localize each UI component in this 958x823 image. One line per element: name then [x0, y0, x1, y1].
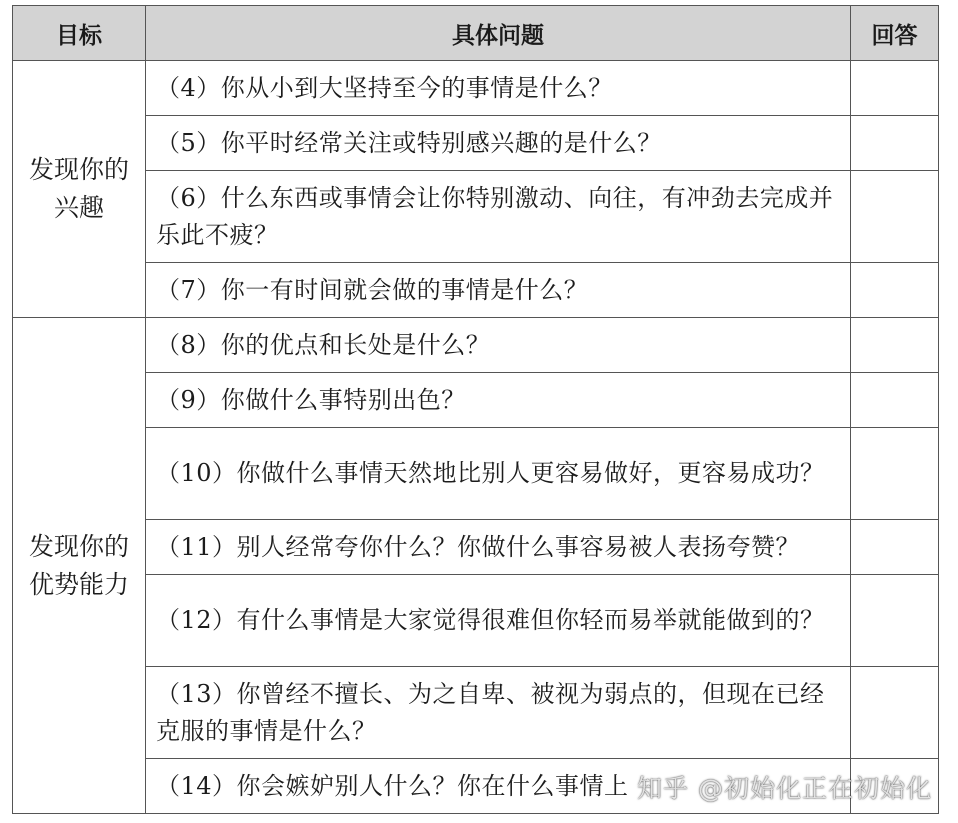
question-cell: （11）别人经常夸你什么？你做什么事容易被人表扬夸赞？	[146, 520, 851, 575]
goal-cell-interest	[13, 61, 146, 318]
answer-cell[interactable]	[851, 116, 939, 171]
goal-label-line1: 发现你的	[28, 155, 129, 184]
table-row	[13, 318, 939, 373]
question-cell: （13）你曾经不擅长、为之自卑、被视为弱点的，但现在已经克服的事情是什么？	[146, 667, 851, 759]
table-row	[13, 61, 939, 116]
header-answer: 回答	[851, 6, 939, 61]
answer-cell[interactable]	[851, 318, 939, 373]
answer-cell[interactable]	[851, 171, 939, 263]
answer-cell[interactable]	[851, 263, 939, 318]
goal-label-line1: 发现你的	[28, 531, 129, 561]
answer-cell[interactable]	[851, 61, 939, 116]
question-cell: （5）你平时经常关注或特别感兴趣的是什么？	[146, 116, 851, 171]
question-cell: （12）有什么事情是大家觉得很难但你轻而易举就能做到的？	[146, 575, 851, 667]
goal-label-line2: 优势能力	[28, 569, 129, 599]
table-row	[13, 759, 939, 814]
answer-cell[interactable]	[851, 575, 939, 667]
question-cell: （9）你做什么事特别出色？	[146, 373, 851, 428]
table-row	[13, 116, 939, 171]
question-cell: （7）你一有时间就会做的事情是什么？	[146, 263, 851, 318]
question-cell: （4）你从小到大坚持至今的事情是什么？	[146, 61, 851, 116]
table-row	[13, 373, 939, 428]
watermark: 知乎 @初始化正在初始化	[637, 774, 932, 803]
table-row	[13, 428, 939, 520]
question-table	[12, 5, 939, 814]
header-goal: 目标	[13, 6, 146, 61]
table-row	[13, 263, 939, 318]
answer-cell[interactable]	[851, 428, 939, 520]
table-row	[13, 575, 939, 667]
answer-cell[interactable]	[851, 667, 939, 759]
answer-cell[interactable]	[851, 759, 939, 814]
goal-label-line2: 兴趣	[53, 193, 104, 222]
answer-cell[interactable]	[851, 373, 939, 428]
answer-cell[interactable]	[851, 520, 939, 575]
question-cell: （6）什么东西或事情会让你特别激动、向往，有冲劲去完成并乐此不疲？	[146, 171, 851, 263]
table-row	[13, 667, 939, 759]
question-cell: （10）你做什么事情天然地比别人更容易做好，更容易成功？	[146, 428, 851, 520]
question-cell: （14）你会嫉妒别人什么？你在什么事情上	[146, 759, 851, 814]
question-cell: （8）你的优点和长处是什么？	[146, 318, 851, 373]
goal-cell-strengths	[13, 318, 146, 814]
table-row	[13, 520, 939, 575]
table-header-row	[13, 6, 939, 61]
table-row	[13, 171, 939, 263]
header-question: 具体问题	[146, 6, 851, 61]
